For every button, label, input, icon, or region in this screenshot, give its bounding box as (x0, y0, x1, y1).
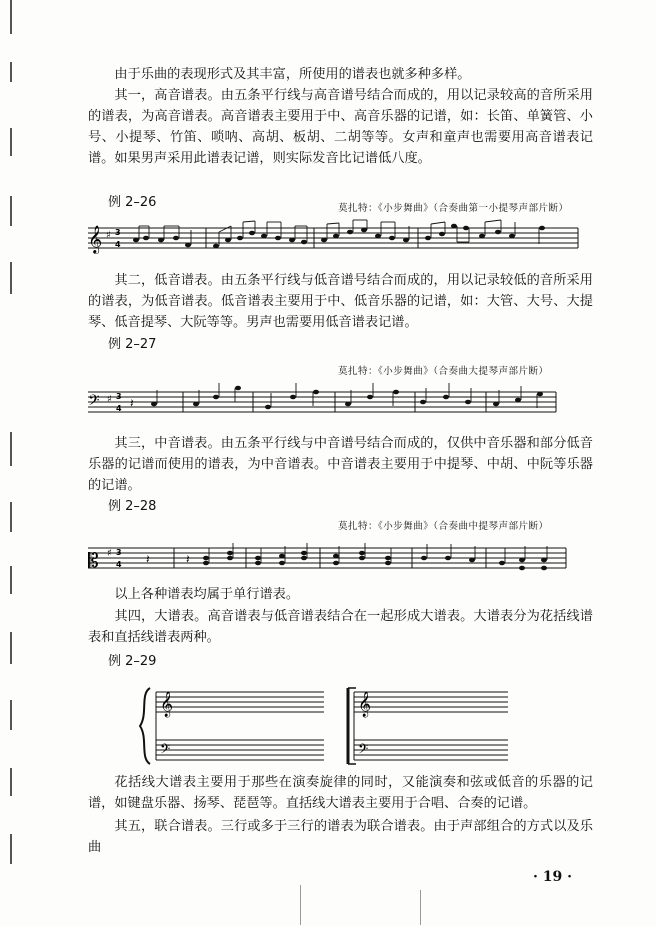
alto-clef-icon: 𝄡 (88, 550, 99, 572)
paragraph-5: 以上各种谱表均属于单行谱表。 (114, 587, 300, 602)
bass-staff-example (88, 378, 588, 420)
example-label: 例 2–28 (108, 499, 157, 514)
margin-mark (10, 62, 12, 82)
time-signature-top: 3 (116, 548, 122, 557)
bass-clef-icon: 𝄢 (358, 741, 369, 760)
margin-mark (10, 432, 12, 466)
time-signature-top: 3 (115, 228, 121, 237)
rest-icon: 𝄽 (186, 552, 190, 566)
scan-mark (420, 890, 421, 925)
treble-staff-example (88, 218, 588, 260)
margin-mark (10, 834, 12, 864)
paragraph-3: 其二，低音谱表。由五条平行线与低音谱号结合而成的，用以记录较低的音所采用的谱表，为低音谱表。低音谱表主要用于中、低音乐器的记谱，如：大管、大号、大提琴、低音提琴、大阮等等。男声也需要用低音谱表记谱。 (88, 273, 593, 330)
treble-clef-icon: 𝄞 (358, 692, 372, 717)
bass-clef-icon: 𝄢 (88, 392, 100, 413)
margin-mark (10, 700, 12, 730)
bracket-grand-staff (348, 688, 508, 764)
example-source: 莫扎特：《小步舞曲》（合奏曲大提琴声部片断） (338, 366, 549, 377)
margin-mark (10, 262, 12, 294)
example-label: 例 2–29 (108, 654, 157, 669)
paragraph-1: 由于乐曲的表现形式及其丰富，所使用的谱表也就多种多样。 (114, 67, 471, 82)
paragraph-8: 其五，联合谱表。三行或多于三行的谱表为联合谱表。由于声部组合的方式以及乐曲 (88, 819, 593, 855)
treble-clef-icon: 𝄞 (88, 225, 103, 253)
alto-staff-example (88, 536, 588, 578)
time-signature-bottom: 4 (116, 404, 122, 413)
brace-grand-staff (140, 688, 324, 764)
sharp-icon: ♯ (107, 394, 112, 405)
sharp-icon: ♯ (107, 548, 112, 559)
margin-mark (10, 502, 12, 532)
example-source: 莫扎特：《小步舞曲》（合奏曲中提琴声部片断） (338, 521, 549, 532)
rest-icon: 𝄽 (146, 552, 150, 566)
sharp-icon: ♯ (106, 230, 111, 241)
margin-mark (10, 0, 12, 34)
scan-mark (300, 885, 301, 925)
bass-clef-icon: 𝄢 (160, 741, 171, 760)
margin-mark (10, 566, 12, 594)
margin-mark (10, 632, 12, 664)
paragraph-6: 其四，大谱表。高音谱表与低音谱表结合在一起形成大谱表。大谱表分为花括线谱表和直括线谱表两种。 (88, 609, 593, 645)
time-signature-top: 3 (116, 392, 122, 401)
rest-icon: 𝄽 (130, 396, 134, 410)
margin-mark (10, 768, 12, 796)
margin-mark (10, 196, 12, 226)
treble-clef-icon: 𝄞 (160, 692, 174, 717)
time-signature-bottom: 4 (115, 240, 121, 249)
margin-mark (10, 128, 12, 156)
example-label: 例 2–26 (108, 195, 157, 210)
paragraph-4: 其三，中音谱表。由五条平行线与中音谱号结合而成的，仅供中音乐器和部分低音乐器的记谱而使用的谱表，为中音谱表。中音谱表主要用于中提琴、中胡、中阮等乐器的记谱。 (88, 436, 593, 493)
example-source: 莫扎特：《小步舞曲》（合奏曲第一小提琴声部片断） (338, 203, 569, 214)
time-signature-bottom: 4 (116, 560, 122, 569)
page-number: · 19 · (533, 869, 572, 885)
paragraph-7: 花括线大谱表主要用于那些在演奏旋律的同时，又能演奏和弦或低音的乐器的记谱，如键盘乐器、扬琴、琵琶等。直括线大谱表主要用于合唱、合奏的记谱。 (88, 775, 593, 811)
example-label: 例 2–27 (108, 337, 157, 352)
paragraph-2: 其一，高音谱表。由五条平行线与高音谱号结合而成的，用以记录较高的音所采用的谱表，为高音谱表。高音谱表主要用于中、高音乐器的记谱，如：长笛、单簧管、小号、小提琴、竹笛、唢呐、高胡、板胡、二胡等等。女声和童声也需要用高音谱表记谱。如果男声采用此谱表记谱，则实际发音比记谱低八度。 (88, 88, 593, 166)
grand-staff-example (136, 680, 516, 772)
